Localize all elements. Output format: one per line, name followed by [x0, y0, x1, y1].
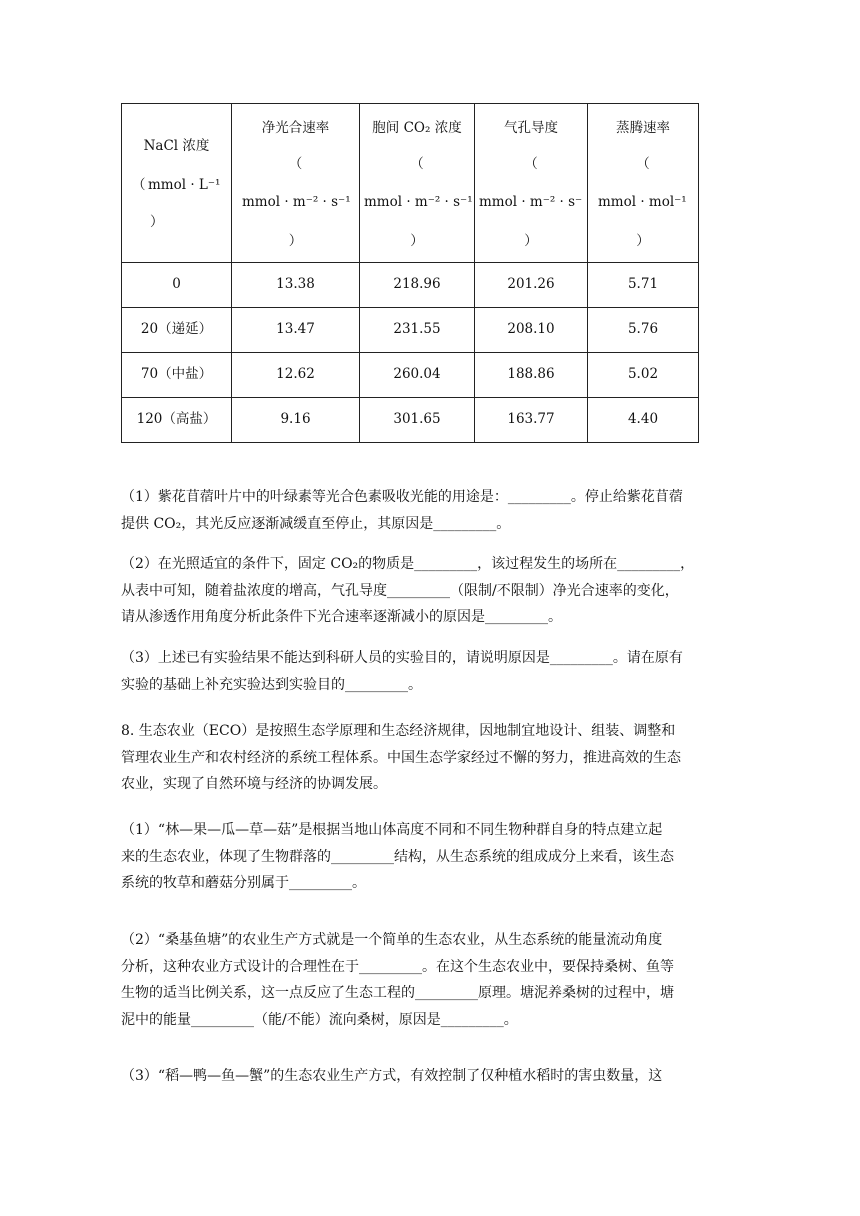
header-unit: mmol · m⁻² · s⁻¹	[364, 194, 473, 210]
table-cell: 208.10	[475, 308, 588, 353]
table-cell: 260.04	[360, 353, 475, 398]
text-line: （3）上述已有实验结果不能达到科研人员的实验目的，请说明原因是_________。请在原有	[121, 650, 683, 666]
text-line: 来的生态农业，体现了生物群落的_________结构，从生态系统的组成成分上来看，该生态	[121, 848, 674, 865]
header-name: 胞间 CO₂ 浓度	[372, 120, 462, 136]
table-cell: 0	[122, 263, 232, 308]
table-cell: 231.55	[360, 308, 475, 353]
question-3	[121, 645, 741, 698]
text-line: 系统的牧草和蘑菇分别属于_________。	[121, 875, 366, 891]
header-cell	[475, 104, 588, 263]
header-cell	[122, 104, 232, 263]
table-cell: 120（高盐）	[122, 398, 232, 443]
text-line: （1）“林—果—瓜—草—菇”是根据当地山体高度不同和不同生物种群自身的特点建立起	[121, 822, 663, 838]
text-line: 提供 CO₂，其光反应逐渐减缓直至停止，其原因是_________。	[121, 515, 511, 532]
table-cell: 163.77	[475, 398, 588, 443]
header-cell	[588, 104, 699, 263]
table-cell: 13.38	[232, 263, 360, 308]
nacl-data-table	[121, 103, 699, 443]
header-paren: ）	[410, 233, 424, 249]
table-cell: 12.62	[232, 353, 360, 398]
question-1	[121, 484, 741, 537]
header-paren: （	[410, 156, 424, 172]
table-header-row	[122, 104, 699, 263]
header-name: NaCl 浓度	[143, 138, 210, 154]
header-name: 蒸腾速率	[616, 120, 670, 136]
text-line: 分析，这种农业方式设计的合理性在于_________。在这个生态农业中，要保持桑树、鱼等	[121, 958, 674, 975]
table-row	[122, 398, 699, 443]
header-paren: ）	[524, 233, 538, 249]
text-line: 请从渗透作用角度分析此条件下光合速率逐渐减小的原因是_________。	[121, 609, 562, 625]
text-line: （3）“稻—鸭—鱼—蟹”的生态农业生产方式，有效控制了仅种植水稻时的害虫数量，这	[121, 1068, 663, 1084]
header-name: 净光合速率	[261, 120, 330, 136]
text-line: 8. 生态农业（ECO）是按照生态学原理和生态经济规律，因地制宜地设计、组装、调整和	[121, 723, 676, 739]
header-paren: （	[524, 156, 538, 172]
header-unit: mmol · mol⁻¹	[598, 194, 687, 210]
table-cell: 5.76	[588, 308, 699, 353]
header-paren: ）	[288, 233, 303, 249]
table-cell: 9.16	[232, 398, 360, 443]
text-line: （2）在光照适宜的条件下，固定 CO₂的物质是_________，该过程发生的场所在_________，	[121, 556, 695, 572]
table-row	[122, 263, 699, 308]
header-cell	[232, 104, 360, 263]
question-8-intro	[121, 718, 741, 798]
header-unit: （	[132, 177, 146, 193]
header-unit: mmol · m⁻² · s⁻	[479, 194, 583, 210]
header-paren: （	[288, 156, 303, 172]
table-row	[122, 353, 699, 398]
table-cell: 5.02	[588, 353, 699, 398]
table-cell: 5.71	[588, 263, 699, 308]
header-paren: ）	[150, 214, 164, 230]
text-line: 生物的适当比例关系，这一点反应了生态工程的_________原理。塘泥养桑树的过程中，塘	[121, 985, 674, 1001]
text-line: 实验的基础上补充实验达到实验目的_________。	[121, 676, 422, 693]
question-8-part-2	[121, 927, 741, 1033]
table-cell: 218.96	[360, 263, 475, 308]
header-paren: （	[636, 156, 650, 172]
table-cell: 188.86	[475, 353, 588, 398]
header-paren: ）	[636, 233, 650, 249]
table-cell: 20（递延）	[122, 308, 232, 353]
table-cell: 13.47	[232, 308, 360, 353]
table-row	[122, 308, 699, 353]
table-cell: 301.65	[360, 398, 475, 443]
text-line: （2）“桑基鱼塘”的农业生产方式就是一个简单的生态农业，从生态系统的能量流动角度	[121, 932, 663, 948]
header-name: 气孔导度	[504, 120, 558, 136]
header-unit: mmol · m⁻² · s⁻¹	[242, 194, 351, 210]
header-cell	[360, 104, 475, 263]
question-2	[121, 551, 741, 631]
text-line: 农业，实现了自然环境与经济的协调发展。	[121, 776, 387, 792]
question-8-part-3	[121, 1063, 741, 1090]
text-line: 从表中可知，随着盐浓度的增高，气孔导度_________（限制/不限制）净光合速率的变化，	[121, 582, 679, 599]
table-cell: 4.40	[588, 398, 699, 443]
text-line: （1）紫花苜蓿叶片中的叶绿素等光合色素吸收光能的用途是：_________。停止给紫花苜蓿	[121, 489, 683, 505]
table-cell: 70（中盐）	[122, 353, 232, 398]
text-line: 管理农业生产和农村经济的系统工程体系。中国生态学家经过不懈的努力，推进高效的生态	[121, 749, 681, 766]
text-line: 泥中的能量_________（能/不能）流向桑树，原因是_________。	[121, 1011, 518, 1028]
question-8-part-1	[121, 817, 741, 897]
header-unit: mmol · L⁻¹	[148, 177, 221, 193]
table-cell: 201.26	[475, 263, 588, 308]
